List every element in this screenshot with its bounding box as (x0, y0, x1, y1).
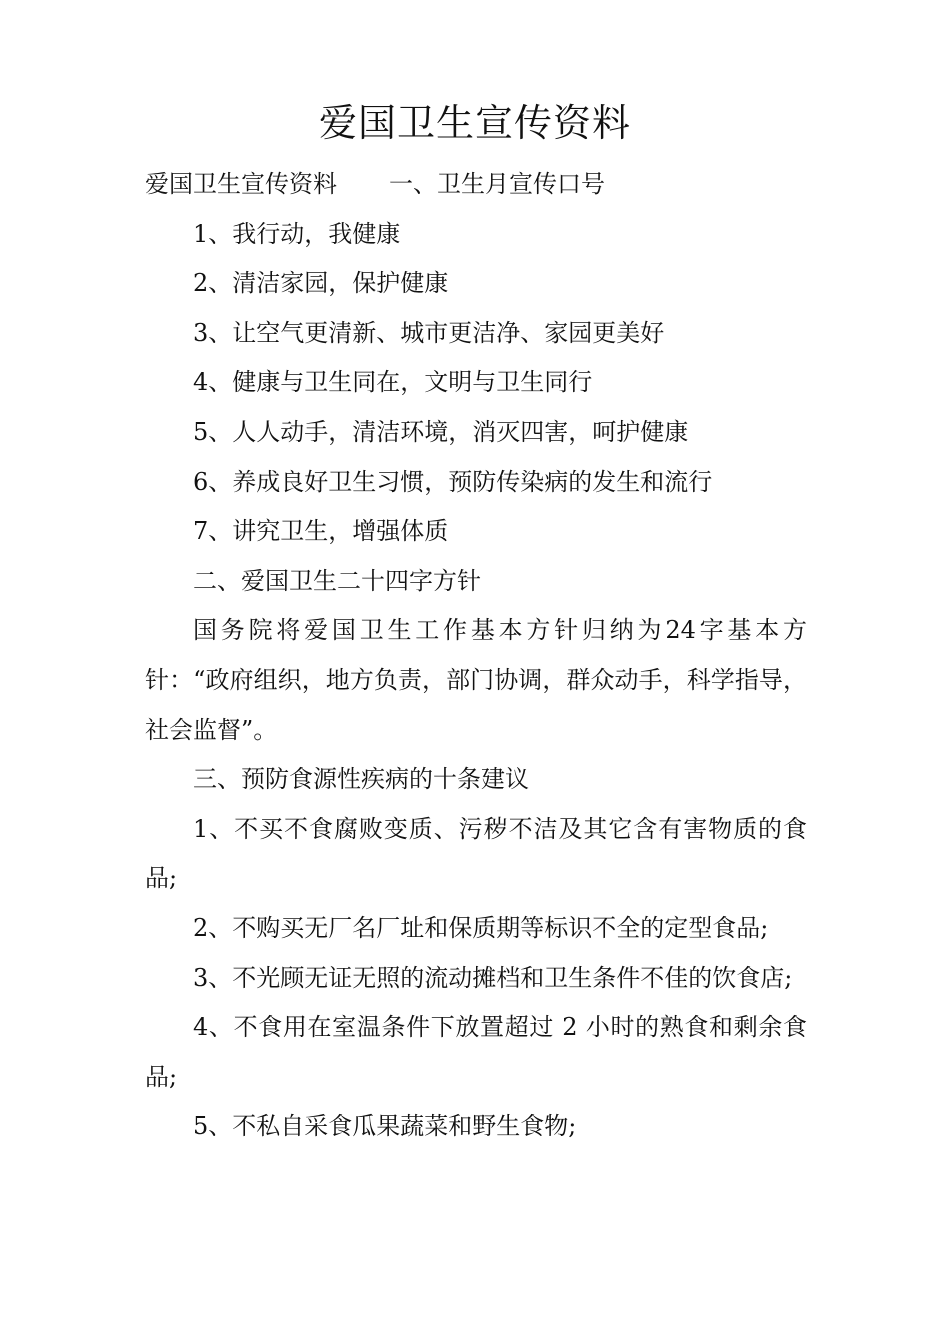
suggestion-item: 1、不买不食腐败变质、污秽不洁及其它含有害物质的食品; (145, 814, 807, 893)
slogan-item: 5、人人动手，清洁环境，消灭四害，呵护健康 (193, 417, 689, 446)
slogan-item: 7、讲究卫生，增强体质 (193, 517, 449, 546)
slogan-item: 2、清洁家园，保护健康 (193, 269, 449, 298)
section2-heading: 二、爱国卫生二十四字方针 (193, 566, 481, 595)
suggestion-item: 2、不购买无厂名厂址和保质期等标识不全的定型食品; (193, 913, 769, 942)
section3-heading: 三、预防食源性疾病的十条建议 (193, 765, 529, 794)
document-title: 爱国卫生宣传资料 (318, 101, 631, 145)
suggestion-item: 5、不私自采食瓜果蔬菜和野生食物; (193, 1112, 577, 1141)
suggestion-item: 4、不食用在室温条件下放置超过 2 小时的熟食和剩余食品; (145, 1013, 807, 1091)
suggestion-item: 3、不光顾无证无照的流动摊档和卫生条件不佳的饮食店; (193, 963, 793, 992)
intro-left-text: 爱国卫生宣传资料 (145, 170, 337, 198)
slogan-item: 1、我行动，我健康 (193, 219, 401, 248)
slogan-item: 4、健康与卫生同在，文明与卫生同行 (193, 368, 593, 397)
slogan-item: 3、让空气更清新、城市更洁净、家园更美好 (193, 318, 665, 347)
section1-heading: 一、卫生月宣传口号 (389, 170, 605, 198)
intro-line (145, 160, 807, 210)
document-body (145, 160, 807, 1152)
slogan-item: 6、养成良好卫生习惯，预防传染病的发生和流行 (193, 467, 713, 496)
section2-body: 国务院将爱国卫生工作基本方针归纳为24字基本方针：“政府组织，地方负责，部门协调，群众动手，科学指导，社会监督”。 (145, 616, 807, 744)
